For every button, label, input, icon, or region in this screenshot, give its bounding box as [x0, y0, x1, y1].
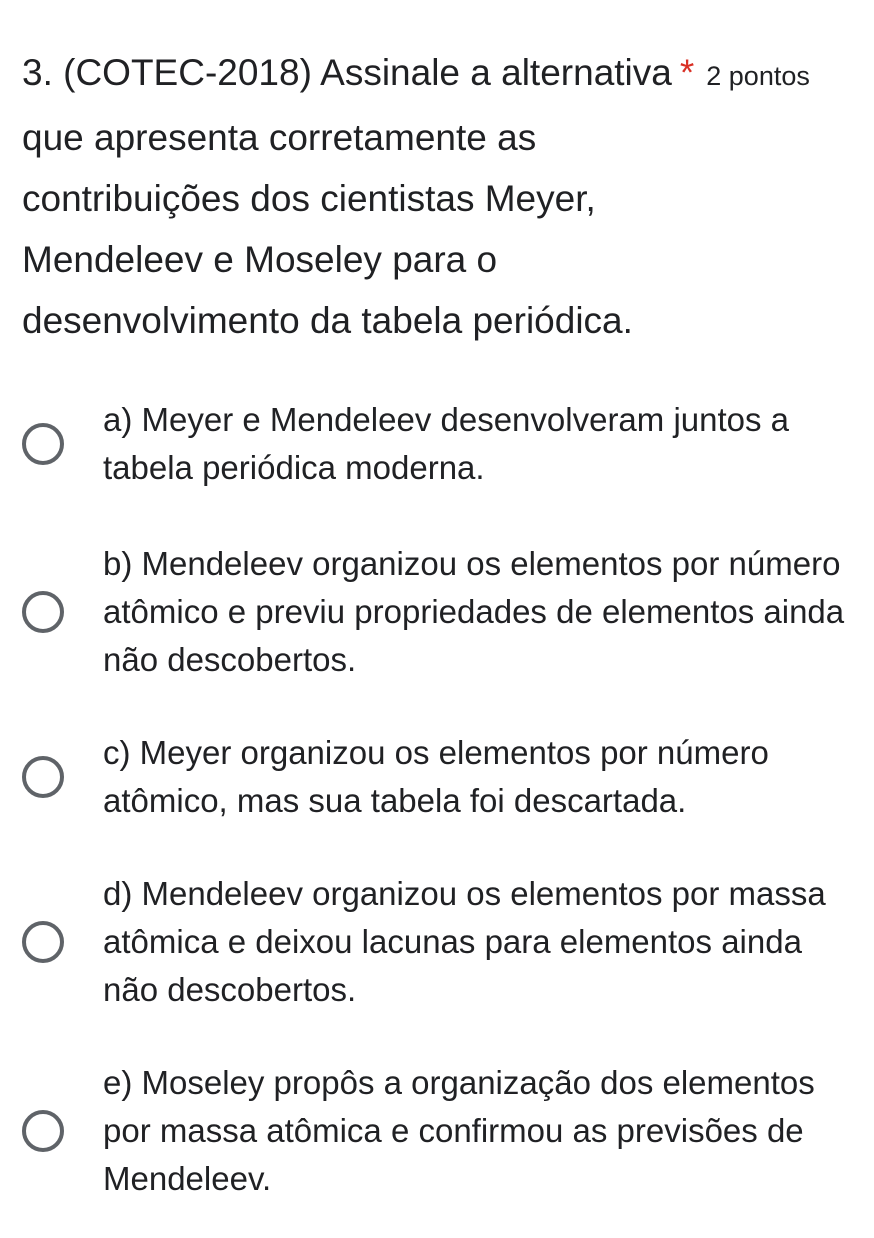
question-title-line3: contribuições dos cientistas Meyer,	[22, 178, 596, 219]
option-a[interactable]	[22, 396, 862, 492]
option-c[interactable]	[22, 729, 862, 825]
question-title-line5: desenvolvimento da tabela periódica.	[22, 300, 633, 341]
question-block	[22, 42, 862, 351]
question-title-line4: Mendeleev e Moseley para o	[22, 239, 498, 280]
radio-button-e[interactable]	[22, 1110, 64, 1152]
question-title-line1: 3. (COTEC-2018) Assinale a alternativa	[22, 52, 672, 93]
question-title	[22, 42, 862, 351]
option-d[interactable]	[22, 870, 862, 1014]
option-d-label: d) Mendeleev organizou os elementos por massa atômica e deixou lacunas para elementos ainda não descobertos.	[103, 875, 826, 1008]
option-a-label: a) Meyer e Mendeleev desenvolveram juntos a tabela periódica moderna.	[103, 401, 790, 486]
option-b[interactable]	[22, 540, 862, 684]
radio-button-a[interactable]	[22, 423, 64, 465]
question-title-line2: que apresenta corretamente as	[22, 117, 537, 158]
option-e-label: e) Moseley propôs a organização dos elementos por massa atômica e confirmou as previsões de Mendeleev.	[103, 1064, 815, 1197]
option-c-label: c) Meyer organizou os elementos por número atômico, mas sua tabela foi descartada.	[103, 734, 769, 819]
points-label: 2 pontos	[706, 61, 810, 91]
option-e[interactable]	[22, 1059, 862, 1203]
radio-button-c[interactable]	[22, 756, 64, 798]
required-asterisk: *	[679, 52, 695, 93]
radio-button-d[interactable]	[22, 921, 64, 963]
radio-button-b[interactable]	[22, 591, 64, 633]
option-b-label: b) Mendeleev organizou os elementos por número atômico e previu propriedades de elementos ainda não descobertos.	[103, 545, 845, 678]
